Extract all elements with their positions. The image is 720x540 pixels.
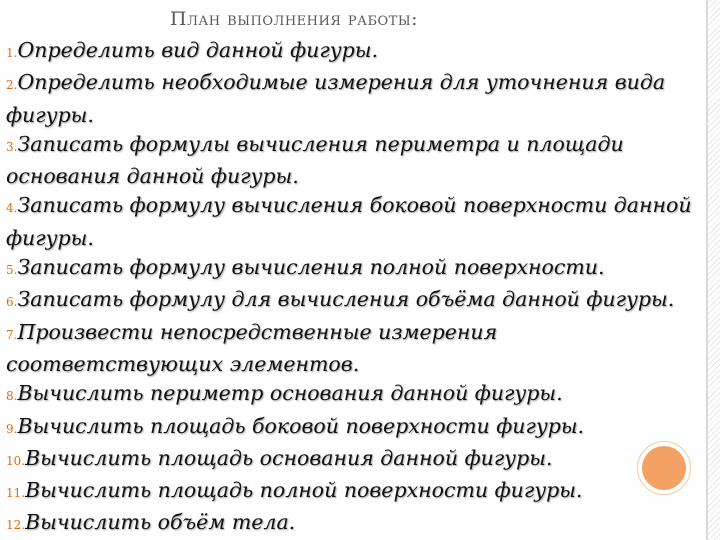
list-item — [6, 444, 696, 476]
list-item — [6, 191, 696, 253]
item-text: Вычислить периметр основания данной фигуры. — [17, 381, 563, 406]
list-item — [6, 318, 696, 380]
item-number: 10. — [6, 453, 26, 468]
item-number: 3. — [6, 139, 18, 154]
item-text: Определить вид данной фигуры. — [17, 38, 378, 62]
list-item — [6, 412, 696, 444]
list-item — [6, 36, 696, 68]
item-text: Произвести непосредственные измерения соответствующих элементов. — [6, 319, 498, 376]
list-item — [6, 379, 696, 411]
item-number: 7. — [6, 327, 18, 342]
item-text: Записать формулу вычисления боковой поверхности данной фигуры. — [6, 193, 692, 250]
decorative-border — [706, 0, 720, 540]
item-text: Записать формулу для вычисления объёма данной фигуры. — [17, 287, 675, 312]
item-number: 9. — [6, 421, 18, 436]
item-number: 1. — [6, 46, 18, 60]
item-number: 8. — [6, 389, 18, 404]
decorative-circle — [642, 446, 686, 490]
item-number: 12. — [6, 518, 26, 533]
list-item — [6, 285, 696, 317]
item-number: 2. — [6, 78, 18, 93]
item-number: 6. — [6, 295, 18, 310]
item-text: Вычислить площадь полной поверхности фигуры. — [25, 478, 583, 503]
item-text: Вычислить площадь основания данной фигуры. — [25, 445, 553, 470]
item-number: 4. — [6, 201, 18, 216]
list-item — [6, 253, 696, 285]
item-text: Вычислить площадь боковой поверхности фигуры. — [17, 413, 585, 438]
list-item — [6, 68, 696, 130]
item-text: Записать формулы вычисления периметра и площади основания данной фигуры. — [6, 131, 624, 189]
item-number: 11. — [6, 486, 26, 501]
item-text: Записать формулу вычисления полной поверхности. — [17, 255, 605, 280]
list-item — [6, 476, 696, 508]
item-text: Определить необходимые измерения для уточнения вида фигуры. — [6, 70, 666, 127]
slide-title: План выполнения работы: — [170, 8, 419, 30]
steps-list — [6, 36, 696, 540]
list-item — [6, 130, 696, 192]
item-number: 5. — [6, 263, 18, 278]
item-text: Вычислить объём тела. — [25, 510, 296, 535]
list-item — [6, 508, 696, 540]
